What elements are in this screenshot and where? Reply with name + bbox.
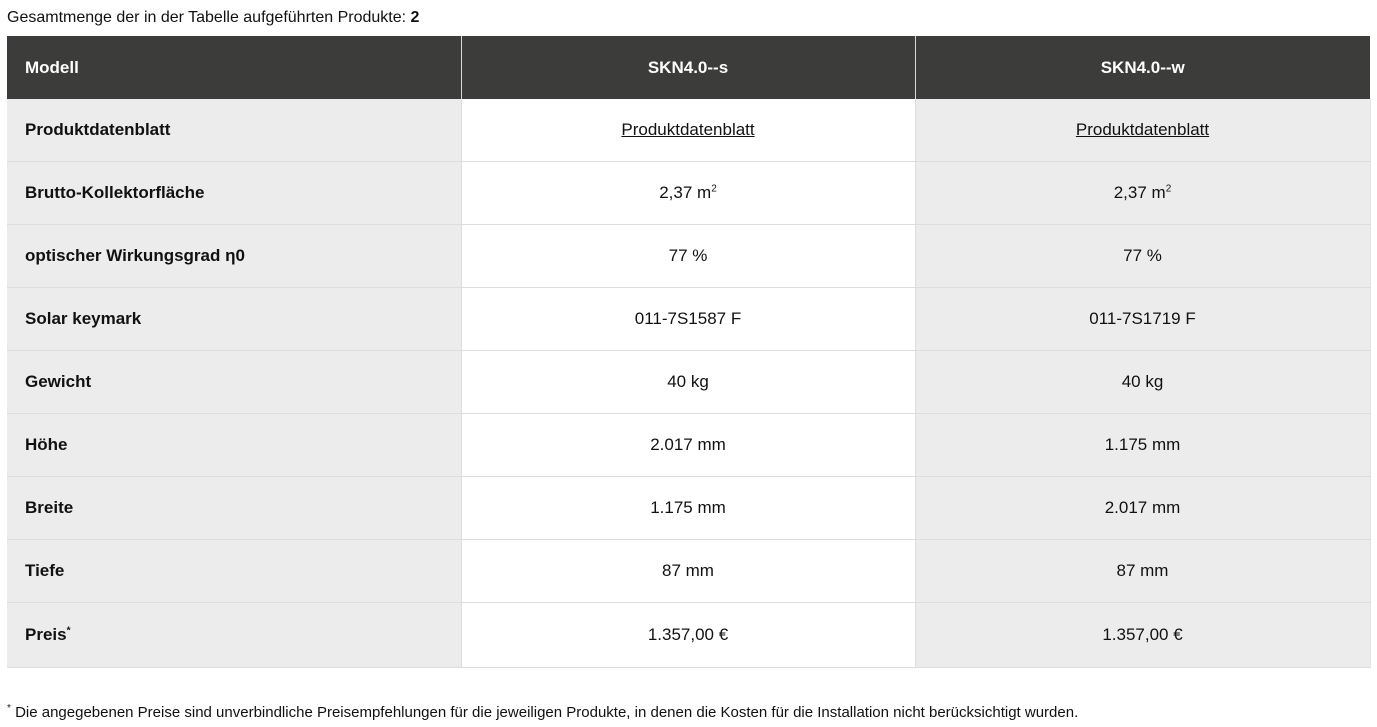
row-label: optischer Wirkungsgrad η0 <box>7 225 461 288</box>
cell-model-2: 87 mm <box>915 540 1370 603</box>
row-label: Brutto-Kollektorfläche <box>7 162 461 225</box>
cell-model-2: 2.017 mm <box>915 477 1370 540</box>
cell-model-1: 77 % <box>461 225 915 288</box>
cell-value: 2,37 m <box>659 183 712 202</box>
cell-model-1: 40 kg <box>461 351 915 414</box>
row-label <box>7 603 461 668</box>
footnote-text: Die angegebenen Preise sind unverbindliche Preisempfehlungen für die jeweiligen Produkte, in denen die Kosten für die Installation nicht berücksichtigt wurden. <box>10 704 1079 721</box>
price-footnote <box>7 704 1078 722</box>
row-label: Produktdatenblatt <box>7 99 461 162</box>
header-model-2: SKN4.0--w <box>915 36 1370 99</box>
cell-model-1: 1.357,00 € <box>461 603 915 668</box>
table-row-tiefe <box>7 540 1370 603</box>
datasheet-link-model-1[interactable]: Produktdatenblatt <box>621 120 755 139</box>
header-label-modell: Modell <box>7 36 461 99</box>
cell-model-2: 1.175 mm <box>915 414 1370 477</box>
header-model-1: SKN4.0--s <box>461 36 915 99</box>
row-label: Höhe <box>7 414 461 477</box>
table-header-row <box>7 36 1370 99</box>
unit-superscript: 2 <box>1165 183 1172 195</box>
table-row-gewicht <box>7 351 1370 414</box>
product-count-summary <box>7 8 419 28</box>
row-label: Breite <box>7 477 461 540</box>
cell-model-1: 1.175 mm <box>461 477 915 540</box>
table-row-wirkungsgrad <box>7 225 1370 288</box>
unit-superscript: 2 <box>711 183 717 195</box>
footnote-marker: * <box>7 703 11 714</box>
table-row-preis <box>7 603 1370 668</box>
cell-model-1: 87 mm <box>461 540 915 603</box>
table-row-solar-keymark <box>7 288 1370 351</box>
product-count-label: Gesamtmenge der in der Tabelle aufgeführten Produkte: <box>7 9 411 26</box>
cell-model-1: 2.017 mm <box>461 414 915 477</box>
cell-value: 2,37 m <box>1113 183 1166 202</box>
cell-model-2 <box>915 99 1370 162</box>
row-label: Tiefe <box>7 540 461 603</box>
price-footnote-marker: * <box>66 625 71 637</box>
cell-model-2: 1.357,00 € <box>915 603 1370 668</box>
product-comparison-table <box>7 36 1371 668</box>
cell-model-1 <box>461 99 915 162</box>
table-row-brutto-kollektorflaeche <box>7 162 1370 225</box>
cell-model-2: 77 % <box>915 225 1370 288</box>
table-row-produktdatenblatt <box>7 99 1370 162</box>
cell-model-2: 011-7S1719 F <box>915 288 1370 351</box>
product-count-value: 2 <box>410 9 420 26</box>
table-row-breite <box>7 477 1370 540</box>
datasheet-link-model-2[interactable]: Produktdatenblatt <box>1075 120 1210 139</box>
row-label: Gewicht <box>7 351 461 414</box>
row-label: Solar keymark <box>7 288 461 351</box>
row-label-text: Preis <box>25 625 67 644</box>
cell-model-2: 40 kg <box>915 351 1370 414</box>
cell-model-1: 011-7S1587 F <box>461 288 915 351</box>
table-row-hoehe <box>7 414 1370 477</box>
cell-model-1 <box>461 162 915 225</box>
cell-model-2 <box>915 162 1370 225</box>
